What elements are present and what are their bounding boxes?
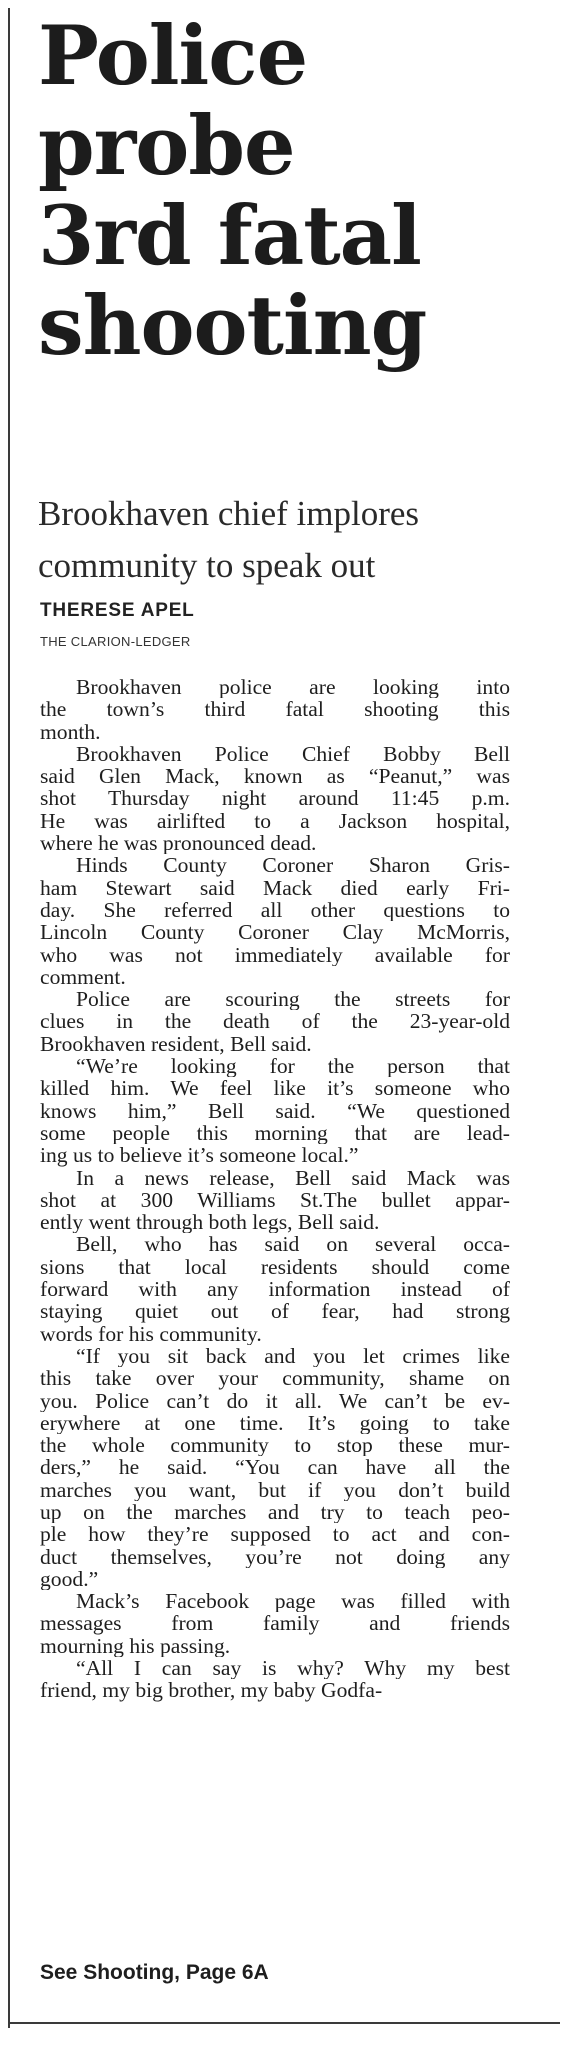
headline-line: probe <box>38 99 295 194</box>
body-text-line: ing us to believe it’s someone local.” <box>40 1144 359 1167</box>
body-text-line: erywhere at one time. It’s going to take <box>40 1411 510 1435</box>
body-text-line: Lincoln County Coroner Clay McMorris, <box>40 921 510 944</box>
article-body <box>40 676 510 1702</box>
body-text-line: staying quiet out of fear, had strong <box>40 1300 510 1323</box>
body-text-line: you. Police can’t do it all. We can’t be ev- <box>40 1389 510 1412</box>
column-rule-bottom <box>8 2022 560 2024</box>
byline: THERESE APEL <box>40 600 195 621</box>
subheadline <box>38 488 558 592</box>
body-text-line: He was airlifted to a Jackson hospital, <box>40 809 510 833</box>
body-text-line: knows him,” Bell said. “We questioned <box>40 1099 510 1122</box>
publication-credit: THE CLARION-LEDGER <box>40 634 191 649</box>
body-text-line: the town’s third fatal shooting this <box>40 698 510 721</box>
body-text-line: clues in the death of the 23-year-old <box>40 1010 510 1033</box>
column-rule-left <box>8 8 10 2028</box>
body-text-line: Brookhaven resident, Bell said. <box>40 1032 312 1056</box>
body-text-line: marches you want, but if you don’t build <box>40 1478 510 1501</box>
body-text-line: ders,” he said. “You can have all the <box>40 1456 510 1479</box>
body-text-line: Mack’s Facebook page was filled with <box>76 1590 510 1613</box>
body-text-line: ham Stewart said Mack died early Fri- <box>40 876 510 899</box>
body-text-line: ently went through both legs, Bell said. <box>40 1211 380 1234</box>
body-text-line: where he was pronounced dead. <box>40 832 317 855</box>
body-text-line: good.” <box>40 1567 99 1591</box>
headline-line: Police <box>38 9 308 104</box>
headline <box>38 9 558 374</box>
body-text-line: Bell, who has said on several occa- <box>76 1233 510 1256</box>
body-text-line: words for his community. <box>40 1322 262 1345</box>
body-text-line: the whole community to stop these mur- <box>40 1434 510 1457</box>
body-text-line: “If you sit back and you let crimes like <box>76 1344 510 1368</box>
body-text-line: shot Thursday night around 11:45 p.m. <box>40 787 510 810</box>
body-text-line: shot at 300 Williams St.The bullet appar- <box>40 1188 510 1212</box>
body-text-line: duct themselves, you’re not doing any <box>40 1545 510 1568</box>
body-text-line: who was not immediately available for <box>40 943 510 966</box>
headline-line: shooting <box>38 279 427 374</box>
subheadline-line: Brookhaven chief implores <box>38 494 420 533</box>
body-text-line: friend, my big brother, my baby Godfa- <box>40 1679 383 1702</box>
body-text-line: “All I can say is why? Why my best <box>76 1657 510 1680</box>
body-text-line: up on the marches and try to teach peo- <box>40 1500 510 1524</box>
body-text-line: forward with any information instead of <box>40 1278 510 1301</box>
body-text-line: In a news release, Bell said Mack was <box>76 1166 510 1189</box>
body-text-line: Brookhaven Police Chief Bobby Bell <box>76 742 510 766</box>
subheadline-line: community to speak out <box>38 546 376 585</box>
body-text-line: sions that local residents should come <box>40 1255 510 1279</box>
body-text-line: day. She referred all other questions to <box>40 898 510 922</box>
body-text-line: killed him. We feel like it’s someone who <box>40 1077 510 1100</box>
headline-line: 3rd fatal <box>38 189 421 284</box>
body-text-line: Brookhaven police are looking into <box>76 676 510 699</box>
body-text-line: said Glen Mack, known as “Peanut,” was <box>40 765 510 788</box>
body-text-line: mourning his passing. <box>40 1634 231 1658</box>
body-text-line: some people this morning that are lead- <box>40 1121 510 1145</box>
body-text-line: messages from family and friends <box>40 1612 510 1635</box>
body-text-line: Police are scouring the streets for <box>76 988 510 1011</box>
body-text-line: ple how they’re supposed to act and con- <box>40 1523 510 1546</box>
continuation-jump-line[interactable]: See Shooting, Page 6A <box>40 1961 269 1984</box>
body-text-line: this take over your community, shame on <box>40 1367 510 1390</box>
body-text-line: comment. <box>40 965 126 989</box>
body-text-line: “We’re looking for the person that <box>76 1055 510 1078</box>
body-text-line: month. <box>40 720 101 743</box>
body-text-line: Hinds County Coroner Sharon Gris- <box>76 854 510 877</box>
